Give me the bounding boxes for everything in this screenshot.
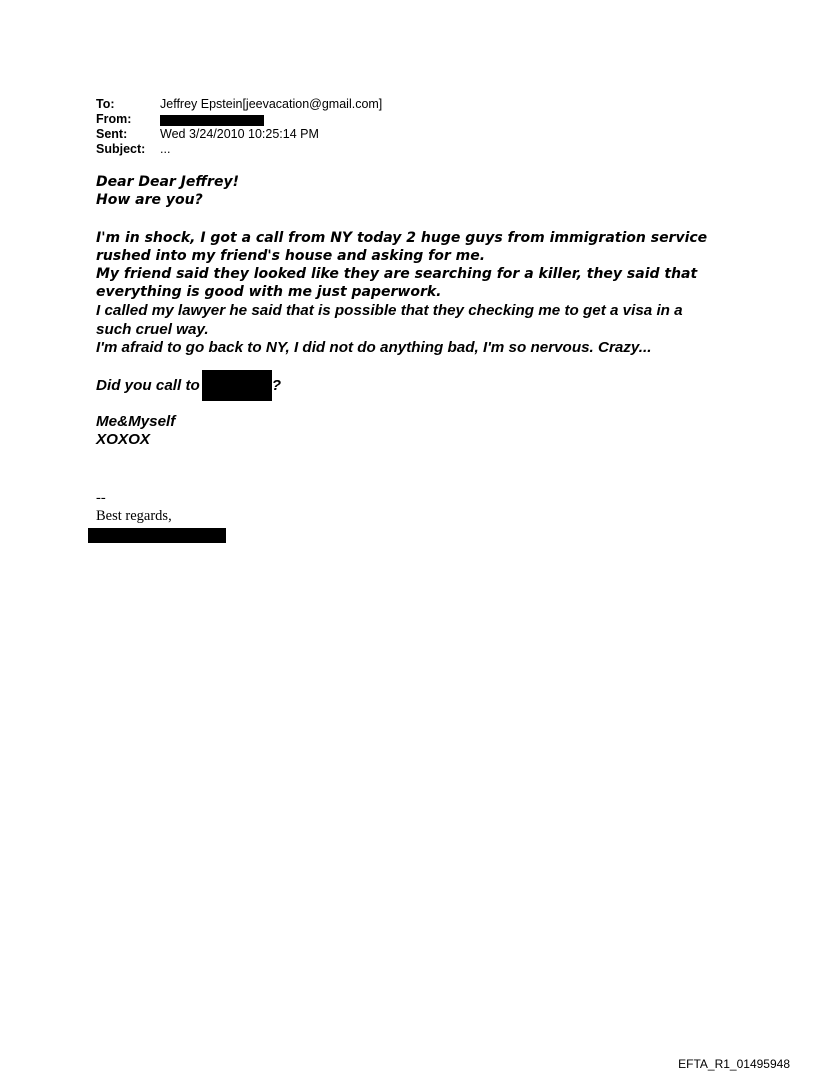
- greeting-line: How are you?: [96, 192, 203, 208]
- sent-label: Sent:: [96, 127, 128, 141]
- message-line: rushed into my friend's house and asking for me.: [96, 248, 486, 264]
- subject-value: ...: [160, 142, 171, 156]
- subject-row: [96, 142, 382, 157]
- message-line: I'm in shock, I got a call from NY today 2 huge guys from immigration service: [96, 230, 708, 246]
- subject-label: Subject:: [96, 142, 146, 156]
- email-header: [96, 97, 382, 157]
- name-redaction: [202, 370, 272, 401]
- from-row: [96, 112, 382, 127]
- signature-regards: Best regards,: [96, 508, 172, 524]
- from-label: From:: [96, 112, 132, 126]
- document-id: EFTA_R1_01495948: [678, 1057, 790, 1071]
- signoff: [96, 413, 175, 449]
- to-value: Jeffrey Epstein[jeevacation@gmail.com]: [160, 97, 383, 111]
- call-prefix: Did you call to: [96, 376, 200, 394]
- call-suffix: ?: [271, 376, 282, 394]
- signoff-line: XOXOX: [96, 431, 151, 448]
- to-row: [96, 97, 382, 112]
- signature-dashes: --: [96, 490, 106, 506]
- to-label: To:: [96, 97, 115, 111]
- sent-value: Wed 3/24/2010 10:25:14 PM: [160, 127, 319, 141]
- message-line: such cruel way.: [96, 320, 209, 338]
- signature-block: [96, 489, 172, 525]
- sent-row: [96, 127, 382, 142]
- signoff-line: Me&Myself: [96, 413, 176, 430]
- call-question: [96, 370, 281, 401]
- greeting: [96, 173, 239, 209]
- signature-redaction: [88, 528, 226, 543]
- message-line: My friend said they looked like they are searching for a killer, they said that: [96, 266, 698, 282]
- greeting-line: Dear Dear Jeffrey!: [96, 174, 239, 190]
- from-redaction: [160, 115, 264, 126]
- message-line: I'm afraid to go back to NY, I did not do anything bad, I'm so nervous. Crazy...: [96, 339, 652, 356]
- message-paragraph-2: [96, 302, 683, 358]
- message-line: I called my lawyer he said that is possible that they checking me to get a visa in a: [96, 302, 683, 319]
- message-line: everything is good with me just paperwork.: [96, 284, 442, 300]
- message-paragraph-1: [96, 229, 707, 301]
